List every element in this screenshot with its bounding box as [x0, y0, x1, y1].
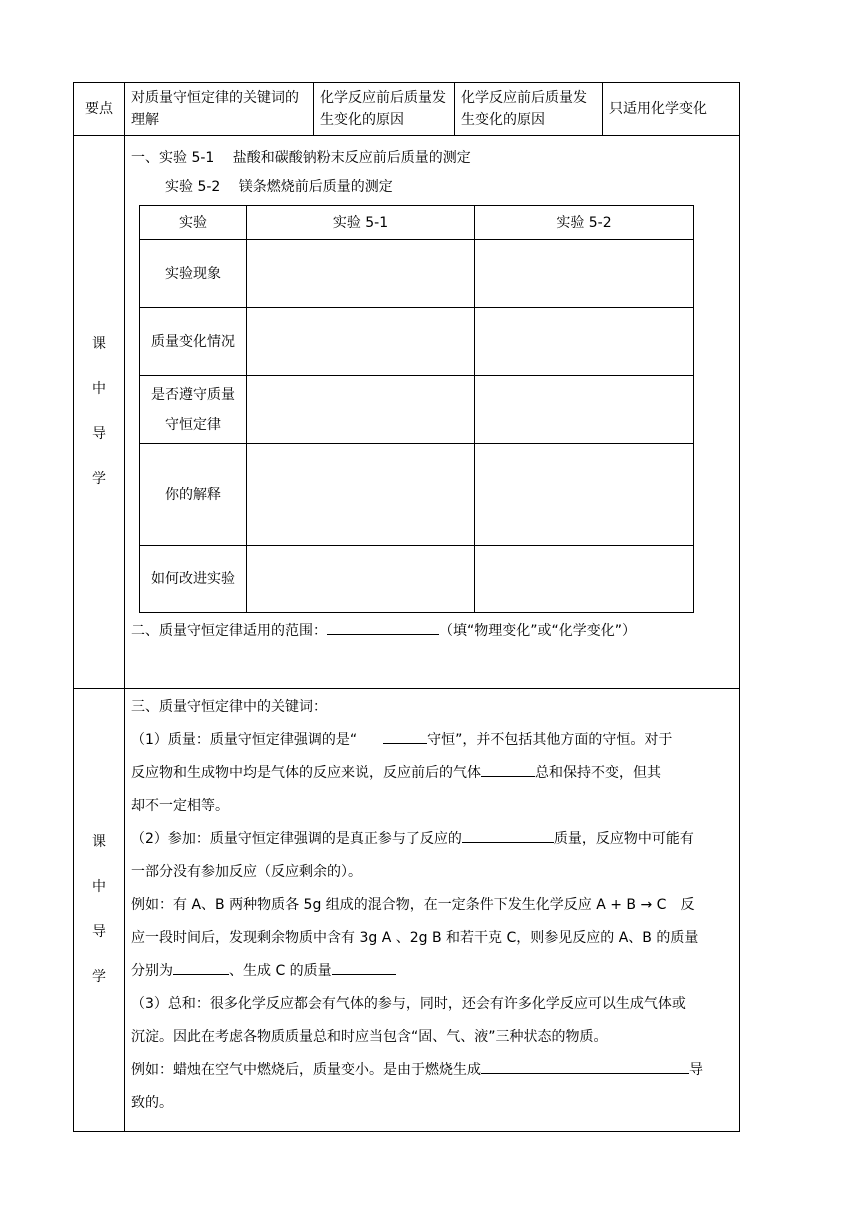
side-label-2 — [74, 689, 125, 1132]
scope-blank[interactable] — [327, 620, 439, 635]
paragraph-participate — [125, 823, 739, 856]
table-header-cell: 实验 5-2 — [475, 206, 694, 240]
table-row — [140, 308, 694, 376]
text-segment: 、生成 C 的质量 — [229, 963, 332, 979]
scope-prefix: 二、质量守恒定律适用的范围： — [131, 623, 327, 639]
text-segment: 例如：蜡烛在空气中燃烧后，质量变小。是由于燃烧生成 — [131, 1062, 481, 1078]
side-label-1 — [74, 136, 125, 689]
blank-field[interactable] — [383, 729, 427, 744]
example-2-line-2: 致的。 — [131, 1095, 173, 1111]
row-label: 质量变化情况 — [140, 308, 247, 376]
side-char: 学 — [92, 471, 106, 487]
experiment-table — [139, 205, 694, 613]
example-1-line-1: 例如：有 A、B 两种物质各 5g 组成的混合物，在一定条件下发生化学反应 A + B → C 反 — [131, 897, 695, 913]
side-char: 导 — [92, 924, 106, 940]
blank-field[interactable] — [332, 960, 396, 975]
side-char: 中 — [92, 879, 106, 895]
header-cell-chem-only: 只适用化学变化 — [603, 83, 740, 136]
main-table — [73, 82, 740, 1132]
side-char: 课 — [92, 834, 106, 850]
experiment-line-1: 一、实验 5-1 盐酸和碳酸钠粉末反应前后质量的测定 — [131, 150, 471, 166]
text-segment: 分别为 — [131, 963, 173, 979]
text-segment: （1）质量：质量守恒定律强调的是“ — [131, 732, 358, 748]
blank-field[interactable] — [173, 960, 229, 975]
empty-cell[interactable] — [475, 376, 694, 444]
header-cell-reason-b: 化学反应前后质量发生变化的原因 — [455, 83, 603, 136]
empty-cell[interactable] — [475, 546, 694, 613]
experiment-line-2: 实验 5-2 镁条燃烧前后质量的测定 — [165, 179, 393, 195]
table-header-cell: 实验 5-1 — [247, 206, 475, 240]
example-1-line-3 — [125, 955, 739, 988]
section-2-content — [125, 689, 740, 1132]
paragraph-participate-2: 一部分没有参加反应（反应剩余的）。 — [131, 864, 362, 880]
row-label: 实验现象 — [140, 240, 247, 308]
paragraph-mass — [125, 724, 739, 757]
row-label: 是否遵守质量守恒定律 — [140, 376, 247, 444]
side-char: 学 — [92, 969, 106, 985]
table-row — [140, 546, 694, 613]
blank-field[interactable] — [462, 828, 554, 843]
text-segment: 质量，反应物中可能有 — [553, 831, 694, 847]
side-char: 中 — [92, 381, 106, 397]
side-char: 课 — [92, 336, 106, 352]
text-segment: （2）参加：质量守恒定律强调的是真正参与了反应的 — [131, 831, 462, 847]
row-label: 如何改进实验 — [140, 546, 247, 613]
scope-line — [125, 617, 739, 646]
table-row — [140, 376, 694, 444]
text-segment: 导 — [689, 1062, 703, 1078]
paragraph-mass-2 — [125, 757, 739, 790]
empty-cell[interactable] — [475, 308, 694, 376]
empty-cell[interactable] — [247, 376, 475, 444]
empty-cell[interactable] — [247, 546, 475, 613]
example-1-line-2: 应一段时间后，发现剩余物质中含有 3g A 、2g B 和若干克 C，则参见反应的 A、B 的质量 — [131, 930, 699, 946]
paragraph-sum-2: 沉淀。因此在考虑各物质质量总和时应当包含“固、气、液”三种状态的物质。 — [131, 1029, 608, 1045]
example-2-line-1 — [125, 1054, 739, 1087]
experiment-table-header — [140, 206, 694, 240]
empty-cell[interactable] — [475, 240, 694, 308]
empty-cell[interactable] — [475, 444, 694, 546]
side-char: 导 — [92, 426, 106, 442]
text-segment: 反应物和生成物中均是气体的反应来说，反应前后的气体 — [131, 765, 481, 781]
section-1-content — [125, 136, 740, 689]
header-cell-key-points: 要点 — [74, 83, 125, 136]
text-segment: 守恒”，并不包括其他方面的守恒。对于 — [427, 732, 673, 748]
empty-cell[interactable] — [247, 308, 475, 376]
header-cell-reason-a: 化学反应前后质量发生变化的原因 — [314, 83, 455, 136]
header-row — [74, 83, 740, 136]
blank-field[interactable] — [481, 1059, 689, 1074]
scope-suffix: （填“物理变化”或“化学变化”） — [439, 623, 637, 639]
empty-cell[interactable] — [247, 240, 475, 308]
table-row — [140, 444, 694, 546]
row-label: 你的解释 — [140, 444, 247, 546]
empty-cell[interactable] — [247, 444, 475, 546]
table-row — [140, 240, 694, 308]
paragraph-mass-3: 却不一定相等。 — [131, 798, 229, 814]
blank-field[interactable] — [481, 762, 535, 777]
text-segment: 总和保持不变，但其 — [535, 765, 661, 781]
keywords-title: 三、质量守恒定律中的关键词： — [131, 699, 327, 715]
header-cell-keywords: 对质量守恒定律的关键词的理解 — [125, 83, 314, 136]
paragraph-sum: （3）总和：很多化学反应都会有气体的参与，同时，还会有许多化学反应可以生成气体或 — [131, 996, 686, 1012]
section-1-row — [74, 136, 740, 689]
section-2-row — [74, 689, 740, 1132]
table-header-cell: 实验 — [140, 206, 247, 240]
